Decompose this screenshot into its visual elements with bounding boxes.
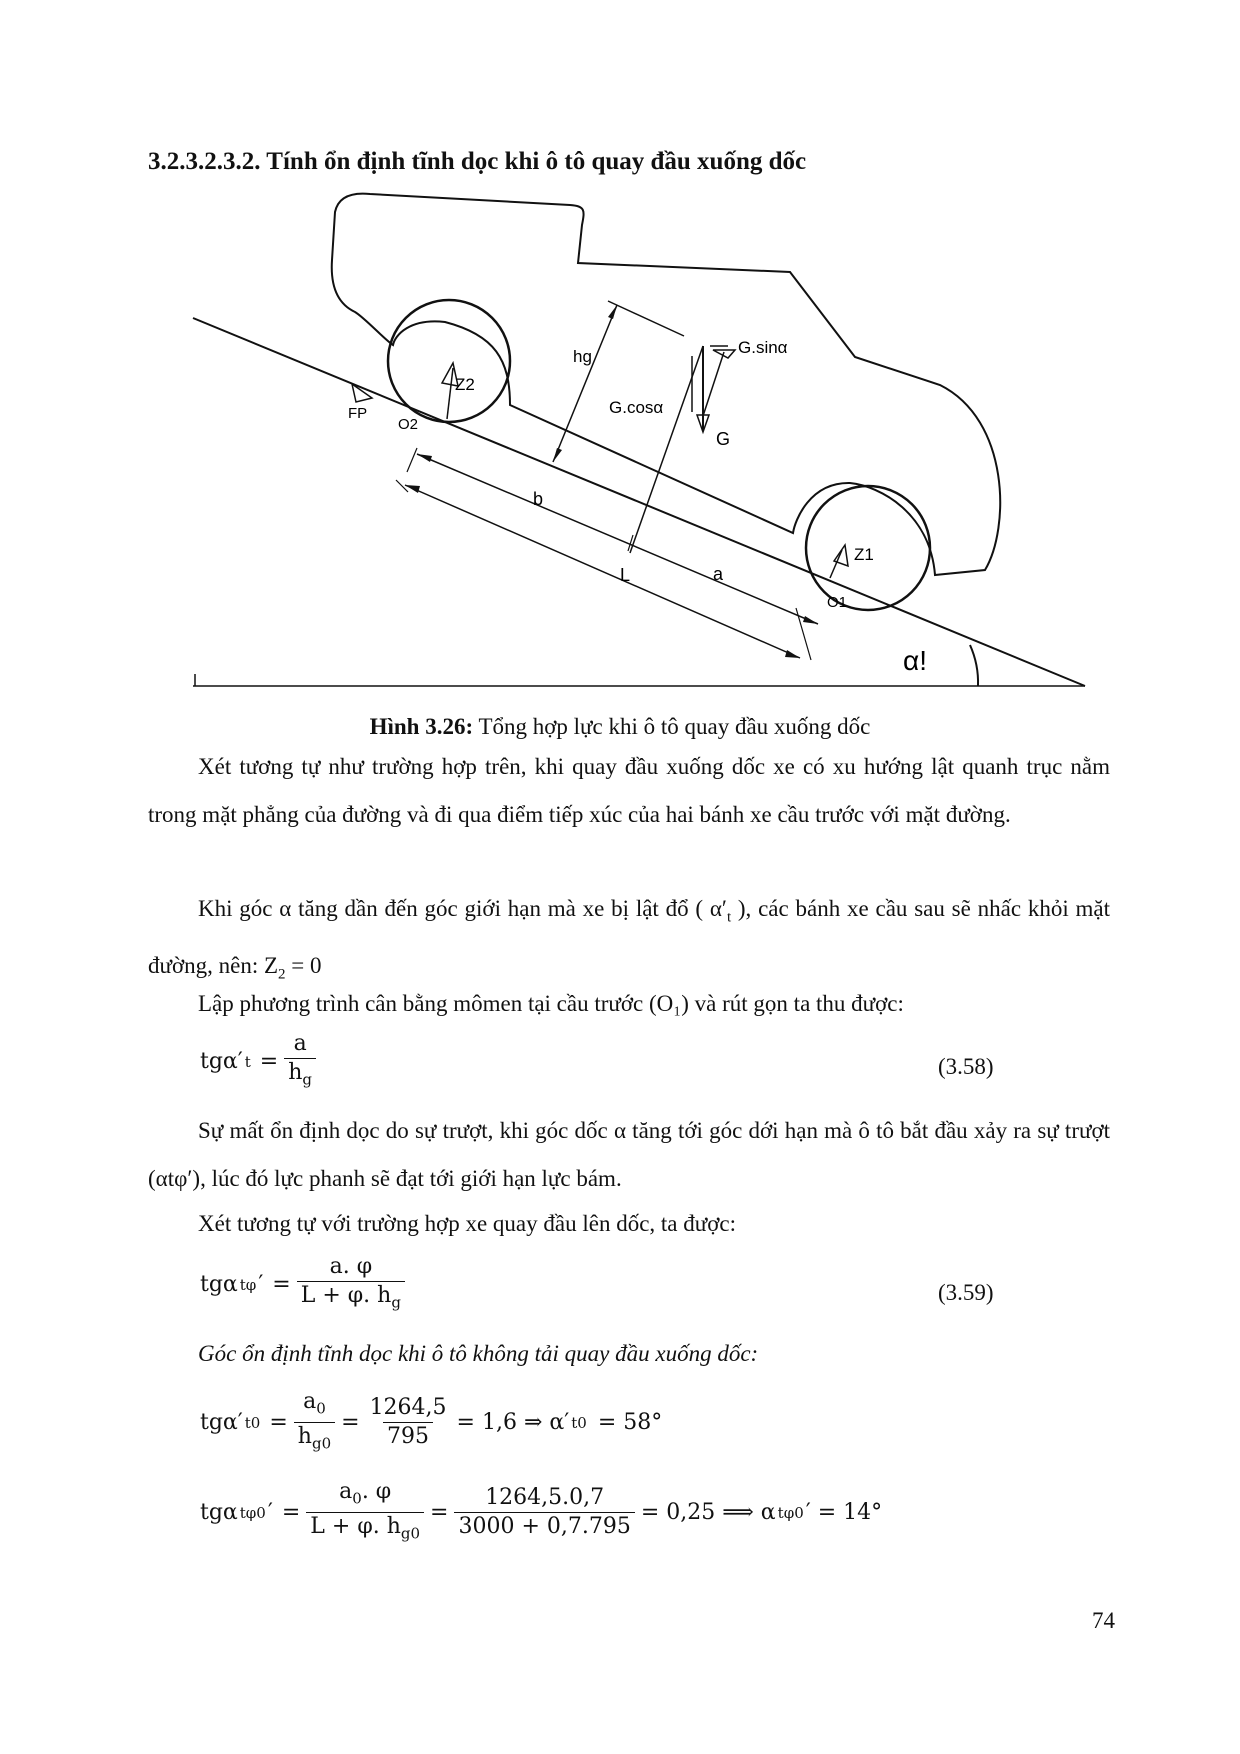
label-l: L [620, 565, 631, 585]
g-cos-arrow [703, 352, 724, 416]
label-z2: Z2 [455, 375, 475, 394]
b-a-dimension-line [417, 454, 818, 624]
label-alpha: α! [903, 645, 927, 676]
label-g-sin: G.sinα [738, 338, 788, 357]
label-z1: Z1 [854, 545, 874, 564]
equation-label-3-59: (3.59) [938, 1280, 994, 1305]
angle-arc [970, 645, 978, 686]
label-hg: hg [573, 347, 592, 366]
vehicle-force-diagram [0, 0, 1240, 700]
paragraph-4: Sự mất ổn định dọc do sự trượt, khi góc dốc α tăng tới góc dới hạn mà ô tô bắt đầu xảy ra sự trượt (αtφ′), lúc đó lực phanh sẽ đạt tới giới hạn lực bám. [148, 1118, 1110, 1191]
equation-static-tip-angle: tgα′ t0 = $\frac{a_0}{h_{g0}}$ = $\frac{1264,5}{795}$ = 1,6 ⇒ α′ t0 = 58° [200, 1388, 662, 1458]
paragraph-1: Xét tương tự như trường hợp trên, khi quay đầu xuống dốc xe có xu hướng lật quanh trục nằm trong mặt phẳng của đường và đi qua điểm tiếp xúc của hai bánh xe cầu trước với mặt đường. [148, 754, 1110, 827]
cg-height-ref-line [608, 301, 684, 336]
paragraph-2: Khi góc α tăng dần đến góc giới hạn mà xe bị lật đổ ( $\alpha'_t$ ), các bánh xe cầu sau sẽ nhấc khỏi mặt đường, nên: $Z_2 = 0$ [148, 896, 1111, 983]
equation-3-58: tgα′ t = $\frac{a}{h_g}$ [200, 1030, 320, 1093]
label-o2: O2 [398, 416, 419, 433]
equation-label-3-58: (3.58) [938, 1054, 994, 1079]
figure-caption: Hình 3.26: Tổng hợp lực khi ô tô quay đầu xuống dốc [369, 714, 871, 739]
slope-line [193, 318, 1085, 686]
label-o1: O1 [827, 594, 848, 611]
section-heading: 3.2.3.2.3.2. Tính ổn định tĩnh dọc khi ô tô quay đầu xuống dốc [148, 148, 807, 175]
l-dimension-line [405, 485, 800, 658]
equation-static-slip-angle: tgα tφ0 ′ = $\frac{a_0. \varphi}{L + \varphi. h_{g0}}$ = $\frac{1264,5.0,7}{3000 + 0,7.795}$ = 0,25 ⟹ α tφ0 ′ = 14° [200, 1478, 882, 1548]
label-b: b [533, 489, 544, 509]
paragraph-3: Lập phương trình cân bằng mômen tại cầu trước (O₁) và rút gọn ta thu được: [198, 991, 904, 1016]
page-number: 74 [1092, 1608, 1115, 1633]
vehicle-body-outline [332, 194, 1000, 575]
paragraph-6: Góc ổn định tĩnh dọc khi ô tô không tải quay đầu xuống dốc: [198, 1341, 759, 1366]
label-g: G [716, 429, 731, 449]
label-g-cos: G.cosα [609, 398, 664, 417]
paragraph-5: Xét tương tự với trường hợp xe quay đầu lên dốc, ta được: [198, 1211, 736, 1236]
equation-3-59: tgα tφ ′ = $\frac{a. \varphi}{L + \varphi. h_g}$ [200, 1253, 409, 1316]
label-fp: FP [348, 405, 368, 422]
label-a: a [713, 564, 724, 584]
